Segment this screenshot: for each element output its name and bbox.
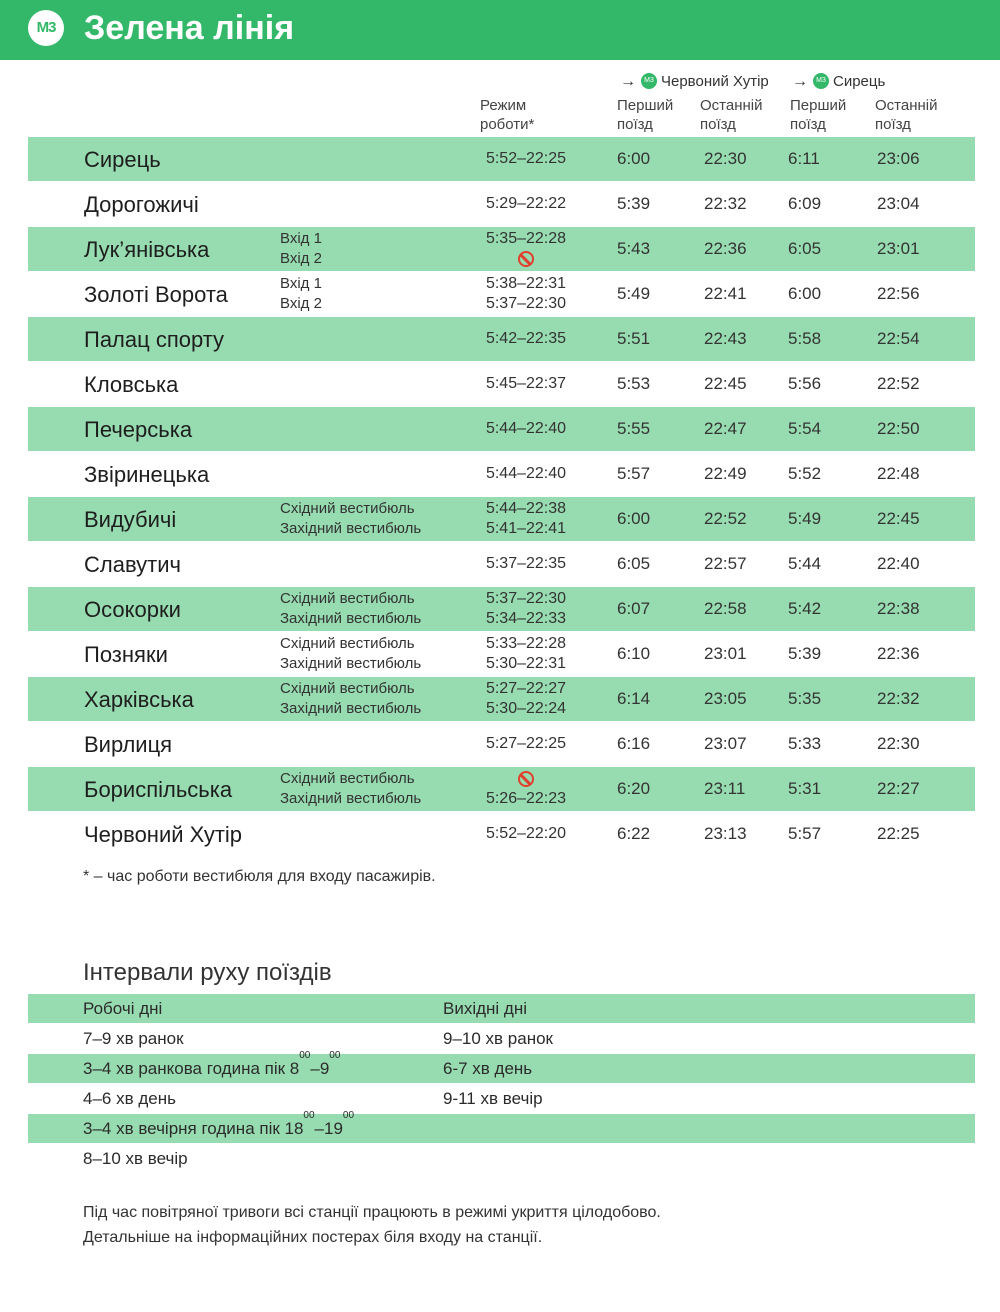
entrances [280, 632, 470, 676]
intervals-row [28, 1110, 975, 1143]
working-hours-cell [468, 317, 584, 361]
first-train-to-chervonyi-khutir: 6:20 [617, 779, 651, 798]
entrance-label: Західний вестибюль [280, 520, 422, 537]
entrance-label: Західний вестибюль [280, 655, 422, 672]
station-row [28, 767, 975, 811]
last-train-to-syrets: 22:52 [877, 374, 920, 393]
weekday-interval [83, 1050, 341, 1084]
working-hours-cell [468, 767, 584, 811]
intervals-title: Інтервали руху поїздів [83, 959, 332, 986]
page-title: Зелена лінія [84, 9, 295, 47]
direction-label: Сирець [833, 73, 886, 90]
first-train-to-chervonyi-khutir: 5:53 [617, 374, 651, 393]
first-train-to-chervonyi-khutir: 6:10 [617, 644, 651, 663]
last-train-to-syrets: 23:04 [877, 194, 920, 213]
first-train-to-syrets: 6:11 [788, 149, 820, 168]
weekend-interval: 9–10 хв ранок [443, 1029, 553, 1048]
direction-header-1 [620, 72, 769, 92]
last-train-to-syrets: 22:54 [877, 329, 920, 348]
station-row [28, 182, 975, 226]
intervals-row [28, 1050, 975, 1083]
working-hours: 5:27–22:27 [485, 680, 567, 697]
intervals-header-row [28, 994, 975, 1023]
station-name: Видубичі [84, 507, 177, 532]
first-train-to-chervonyi-khutir: 6:05 [617, 554, 651, 573]
working-hours: 5:37–22:30 [485, 295, 567, 312]
last-train-to-chervonyi-khutir: 23:07 [704, 734, 747, 753]
time-superscript: 00 [329, 1050, 341, 1061]
last-train-to-chervonyi-khutir: 23:05 [704, 689, 747, 708]
first-train-to-syrets: 6:09 [788, 194, 822, 213]
working-hours-cell [468, 137, 584, 181]
last-train-to-chervonyi-khutir: 23:11 [704, 779, 746, 798]
weekday-interval [83, 1144, 188, 1174]
station-name: Позняки [84, 642, 168, 667]
first-train-to-chervonyi-khutir: 5:57 [617, 464, 651, 483]
station-name: Дорогожичі [84, 192, 199, 217]
first-train-to-syrets: 5:39 [788, 644, 822, 663]
entrance-label: Вхід 1 [280, 275, 322, 292]
station-name: Осокорки [84, 597, 181, 622]
working-hours: 5:52–22:25 [485, 150, 567, 167]
weekday-interval [83, 1084, 176, 1114]
first-train-to-syrets: 5:57 [788, 824, 822, 843]
station-row [28, 632, 975, 676]
working-hours: 5:29–22:22 [485, 195, 567, 212]
working-hours-cell [468, 182, 584, 226]
last-train-to-chervonyi-khutir: 22:58 [704, 599, 747, 618]
working-hours: 5:45–22:37 [485, 375, 567, 392]
entrances [280, 767, 470, 811]
last-train-to-chervonyi-khutir: 22:36 [704, 239, 747, 258]
interval-text: 8–10 хв вечір [83, 1149, 188, 1168]
station-row [28, 812, 975, 856]
station-name: Кловська [84, 372, 179, 397]
first-train-to-chervonyi-khutir: 6:00 [617, 149, 651, 168]
last-train-to-chervonyi-khutir: 22:52 [704, 509, 747, 528]
station-name: Золоті Ворота [84, 282, 228, 307]
station-name: Звіринецька [84, 462, 210, 487]
station-row [28, 722, 975, 766]
station-row [28, 362, 975, 406]
direction-header-2 [792, 72, 885, 92]
last-train-to-syrets: 22:48 [877, 464, 920, 483]
last-train-to-chervonyi-khutir: 22:43 [704, 329, 747, 348]
working-hours-cell [468, 497, 584, 541]
last-train-to-syrets: 23:01 [877, 239, 920, 258]
station-row [28, 317, 975, 361]
working-hours: 5:27–22:25 [485, 735, 567, 752]
station-name: Червоний Хутір [84, 822, 243, 847]
notice-line: Під час повітряної тривоги всі станції працюють в режимі укриття цілодобово. [83, 1204, 661, 1221]
entrances [280, 677, 470, 721]
last-train-to-syrets: 22:36 [877, 644, 920, 663]
line-badge-small: M3 [641, 73, 657, 89]
station-row [28, 542, 975, 586]
last-train-to-chervonyi-khutir: 22:30 [704, 149, 747, 168]
first-train-to-syrets: 5:58 [788, 329, 822, 348]
working-hours-cell [468, 542, 584, 586]
interval-text: 3–4 хв ранкова година пік 8 [83, 1059, 300, 1078]
working-hours-cell [468, 452, 584, 496]
first-train-to-syrets: 5:49 [788, 509, 822, 528]
first-train-to-chervonyi-khutir: 6:07 [617, 599, 651, 618]
working-hours: 5:37–22:30 [485, 590, 567, 607]
station-name: Лук’янівська [84, 237, 210, 262]
working-hours: 5:30–22:31 [485, 655, 567, 672]
header-line: поїзд [700, 116, 736, 133]
entrance-closed [518, 249, 534, 269]
last-train-to-syrets: 22:30 [877, 734, 920, 753]
last-train-to-syrets: 22:32 [877, 689, 920, 708]
station-row [28, 452, 975, 496]
first-train-to-syrets: 6:00 [788, 284, 822, 303]
weekday-interval [83, 1024, 184, 1054]
interval-text: 7–9 хв ранок [83, 1029, 184, 1048]
first-train-to-chervonyi-khutir: 5:49 [617, 284, 651, 303]
working-hours: 5:38–22:31 [485, 275, 567, 292]
header-line: Перший [617, 97, 674, 114]
first-train-to-syrets: 5:54 [788, 419, 822, 438]
working-hours: 5:44–22:40 [485, 420, 567, 437]
working-hours: 5:26–22:23 [485, 790, 567, 807]
header-line: Останній [875, 97, 938, 114]
last-train-to-chervonyi-khutir: 23:01 [704, 644, 747, 663]
intervals-row [28, 1144, 975, 1173]
working-hours-cell [468, 407, 584, 451]
station-table [28, 137, 975, 857]
entrance-label: Східний вестибюль [280, 590, 415, 607]
weekend-interval: 9-11 хв вечір [443, 1089, 543, 1108]
header-line: Останній [700, 97, 763, 114]
column-header-first-2 [790, 96, 846, 134]
column-header-first-1 [617, 96, 673, 134]
entrance-label: Західний вестибюль [280, 610, 422, 627]
entrance-label: Західний вестибюль [280, 790, 422, 807]
last-train-to-syrets: 22:27 [877, 779, 920, 798]
interval-text: –19 [314, 1119, 343, 1138]
weekend-interval: Вихідні дні [443, 999, 528, 1018]
last-train-to-chervonyi-khutir: 22:41 [704, 284, 747, 303]
first-train-to-chervonyi-khutir: 6:14 [617, 689, 651, 708]
entrances [280, 497, 470, 541]
station-name: Сирець [84, 147, 161, 172]
first-train-to-chervonyi-khutir: 5:43 [617, 239, 651, 258]
station-name: Харківська [84, 687, 194, 712]
entrances [280, 272, 470, 316]
last-train-to-chervonyi-khutir: 22:49 [704, 464, 747, 483]
working-hours-cell [468, 722, 584, 766]
station-row [28, 137, 975, 181]
intervals-row [28, 1024, 975, 1053]
header-line: поїзд [790, 116, 826, 133]
station-row [28, 677, 975, 721]
intervals-row [28, 1084, 975, 1113]
first-train-to-syrets: 5:52 [788, 464, 822, 483]
entrance-label: Східний вестибюль [280, 635, 415, 652]
first-train-to-chervonyi-khutir: 5:55 [617, 419, 651, 438]
entrance-label: Східний вестибюль [280, 770, 415, 787]
working-hours-cell [468, 677, 584, 721]
first-train-to-syrets: 5:31 [788, 779, 822, 798]
column-header-last-1 [700, 96, 763, 134]
working-hours-cell [468, 362, 584, 406]
air-raid-notice [83, 1200, 661, 1250]
arrow-right-icon: → [792, 73, 808, 90]
working-hours-cell [468, 227, 584, 271]
header-line: роботи* [480, 116, 535, 133]
page-header [0, 0, 1000, 60]
working-hours: 5:35–22:28 [485, 230, 567, 247]
line-badge: M3 [28, 10, 64, 46]
last-train-to-syrets: 22:45 [877, 509, 920, 528]
working-hours: 5:52–22:20 [485, 825, 567, 842]
line-badge-small: M3 [813, 73, 829, 89]
working-hours-cell [468, 812, 584, 856]
station-row [28, 272, 975, 316]
working-hours-cell [468, 587, 584, 631]
weekday-interval [83, 1110, 355, 1144]
working-hours: 5:34–22:33 [485, 610, 567, 627]
first-train-to-chervonyi-khutir: 5:39 [617, 194, 651, 213]
column-header-last-2 [875, 96, 938, 134]
interval-text: Робочі дні [83, 999, 163, 1018]
entrance-label: Вхід 2 [280, 295, 322, 312]
no-entry-icon [518, 771, 534, 787]
station-name: Вирлиця [84, 732, 173, 757]
last-train-to-syrets: 22:25 [877, 824, 920, 843]
header-line: поїзд [617, 116, 653, 133]
time-superscript: 00 [342, 1110, 355, 1121]
entrance-label: Західний вестибюль [280, 700, 422, 717]
first-train-to-syrets: 5:33 [788, 734, 822, 753]
last-train-to-syrets: 22:38 [877, 599, 920, 618]
time-superscript: 00 [303, 1110, 315, 1121]
no-entry-icon [518, 251, 534, 267]
station-row [28, 497, 975, 541]
time-superscript: 00 [299, 1050, 311, 1061]
first-train-to-chervonyi-khutir: 6:22 [617, 824, 651, 843]
last-train-to-chervonyi-khutir: 22:32 [704, 194, 747, 213]
entrances [280, 227, 470, 271]
last-train-to-syrets: 22:50 [877, 419, 920, 438]
station-row [28, 587, 975, 631]
working-hours: 5:33–22:28 [485, 635, 567, 652]
interval-text: 4–6 хв день [83, 1089, 176, 1108]
interval-text: –9 [310, 1059, 330, 1078]
last-train-to-chervonyi-khutir: 22:45 [704, 374, 747, 393]
weekend-interval: 6-7 хв день [443, 1059, 533, 1078]
first-train-to-syrets: 6:05 [788, 239, 822, 258]
last-train-to-chervonyi-khutir: 22:57 [704, 554, 747, 573]
entrances [280, 587, 470, 631]
first-train-to-syrets: 5:42 [788, 599, 822, 618]
footnote: * – час роботи вестибюля для входу пасажирів. [83, 868, 436, 885]
direction-label: Червоний Хутір [661, 73, 769, 90]
last-train-to-syrets: 22:40 [877, 554, 920, 573]
last-train-to-chervonyi-khutir: 22:47 [704, 419, 747, 438]
working-hours: 5:37–22:35 [485, 555, 567, 572]
station-row [28, 227, 975, 271]
entrance-label: Вхід 1 [280, 230, 322, 247]
working-hours: 5:44–22:40 [485, 465, 567, 482]
working-hours-cell [468, 632, 584, 676]
working-hours: 5:30–22:24 [485, 700, 567, 717]
working-hours: 5:44–22:38 [485, 500, 567, 517]
entrance-label: Східний вестибюль [280, 680, 415, 697]
last-train-to-syrets: 23:06 [877, 149, 920, 168]
column-header-hours [480, 96, 534, 134]
station-name: Славутич [84, 552, 181, 577]
station-name: Печерська [84, 417, 193, 442]
first-train-to-chervonyi-khutir: 5:51 [617, 329, 651, 348]
first-train-to-syrets: 5:35 [788, 689, 822, 708]
first-train-to-chervonyi-khutir: 6:16 [617, 734, 651, 753]
last-train-to-chervonyi-khutir: 23:13 [704, 824, 747, 843]
header-line: Перший [790, 97, 847, 114]
first-train-to-syrets: 5:44 [788, 554, 822, 573]
last-train-to-syrets: 22:56 [877, 284, 920, 303]
entrance-label: Східний вестибюль [280, 500, 415, 517]
station-name: Бориспільська [84, 777, 233, 802]
station-row [28, 407, 975, 451]
first-train-to-syrets: 5:56 [788, 374, 822, 393]
working-hours-cell [468, 272, 584, 316]
station-name: Палац спорту [84, 327, 225, 352]
header-line: Режим [480, 97, 527, 114]
entrance-label: Вхід 2 [280, 250, 322, 267]
first-train-to-chervonyi-khutir: 6:00 [617, 509, 651, 528]
working-hours: 5:42–22:35 [485, 330, 567, 347]
notice-line: Детальніше на інформаційних постерах біля входу на станції. [83, 1229, 543, 1246]
header-line: поїзд [875, 116, 911, 133]
intervals-table [28, 994, 975, 1174]
weekday-interval [83, 994, 162, 1024]
entrance-closed [518, 769, 534, 789]
working-hours: 5:41–22:41 [485, 520, 567, 537]
arrow-right-icon: → [620, 73, 636, 90]
interval-text: 3–4 хв вечірня година пік 18 [83, 1119, 304, 1138]
